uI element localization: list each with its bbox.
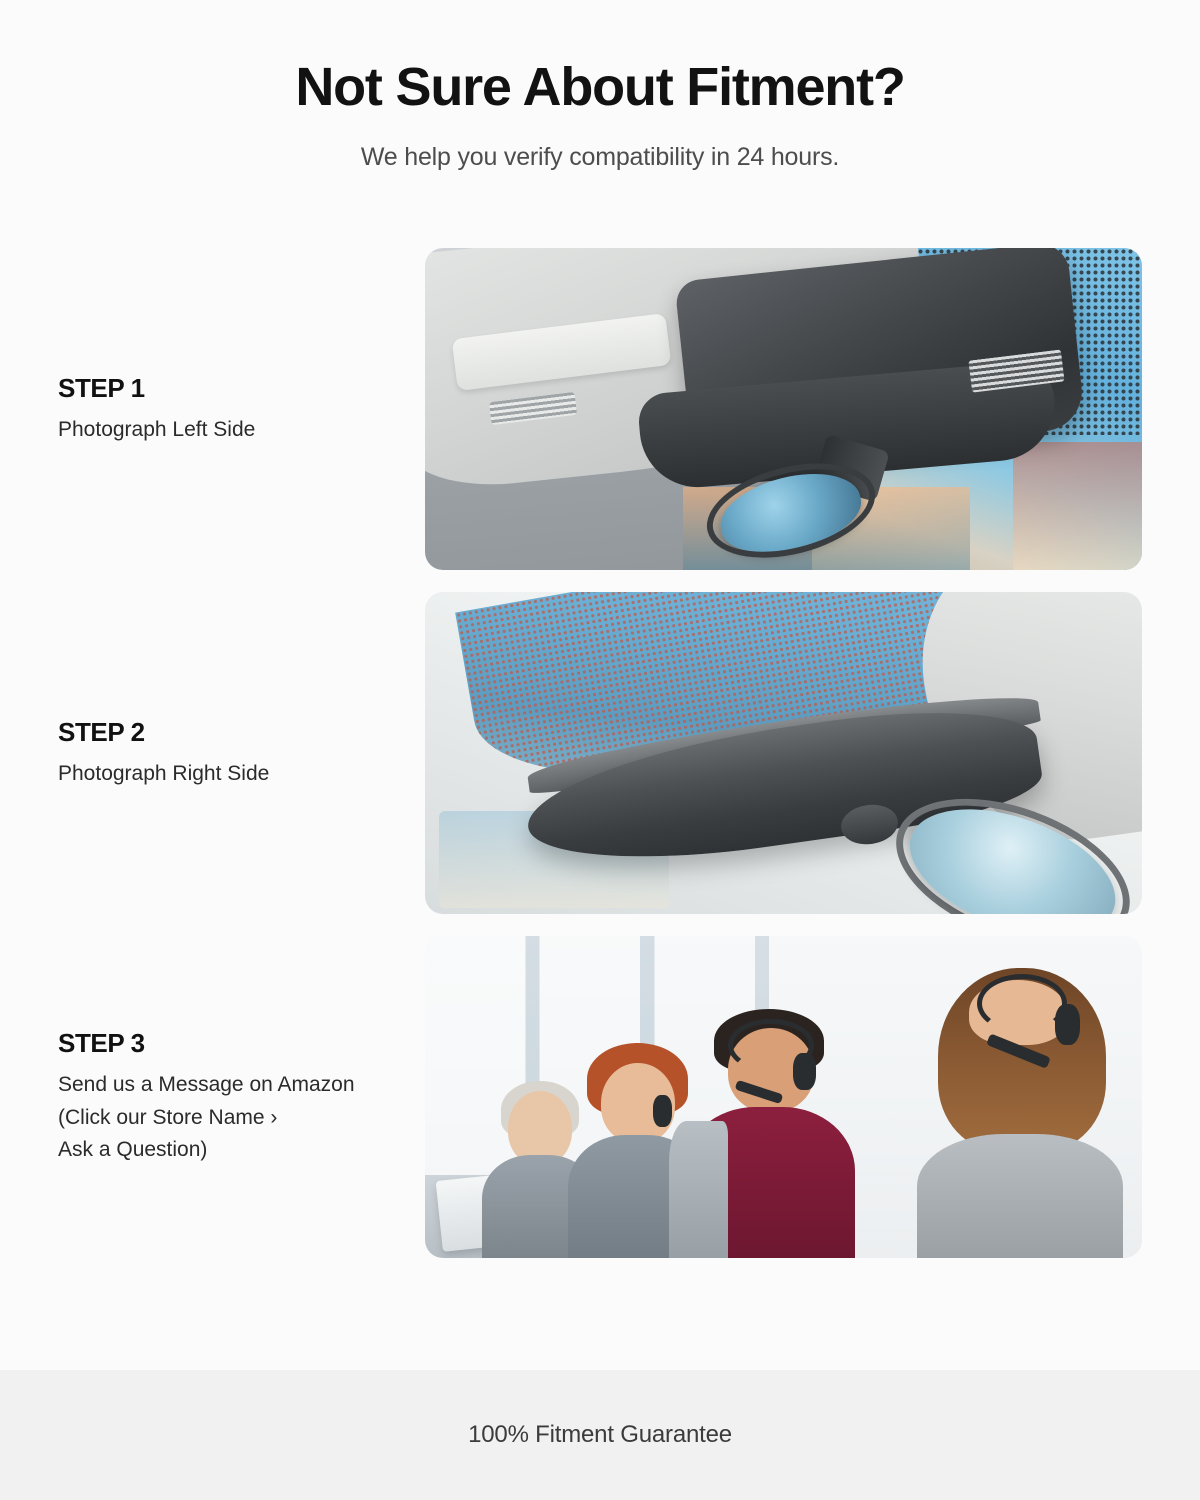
step-3-description <box>58 1069 405 1167</box>
step-3-line-3: Ask a Question) <box>58 1138 208 1162</box>
headset-icon <box>653 1095 672 1127</box>
jacket <box>669 1121 728 1258</box>
page-subtitle: We help you verify compatibility in 24 hours. <box>360 143 840 172</box>
step-2-description: Photograph Right Side <box>58 761 270 785</box>
background-scene-right <box>1013 442 1142 571</box>
step-2-label: STEP 2 <box>58 716 145 747</box>
step-1-image <box>425 248 1142 570</box>
step-1-text <box>0 373 425 447</box>
page-header <box>0 0 1200 172</box>
step-item <box>0 932 1142 1262</box>
step-item <box>0 588 1142 918</box>
step-2-image <box>425 592 1142 914</box>
headset-earcup-icon <box>1055 1004 1081 1045</box>
steps-list <box>0 244 1200 1262</box>
step-1-description: Photograph Left Side <box>58 417 256 441</box>
step-2-text <box>0 717 425 791</box>
step-3-line-1: Send us a Message on Amazon <box>58 1073 355 1097</box>
step-item <box>0 244 1142 574</box>
step-3-image <box>425 936 1142 1258</box>
fitment-guarantee-text: 100% Fitment Guarantee <box>468 1421 732 1448</box>
step-3-text <box>0 1028 425 1167</box>
agent-person-3 <box>683 1014 855 1259</box>
agent-person-4 <box>913 962 1128 1258</box>
step-3-label: STEP 3 <box>58 1028 145 1059</box>
headset-earcup-icon <box>793 1053 815 1090</box>
page-title: Not Sure About Fitment? <box>295 57 905 117</box>
step-3-line-2: (Click our Store Name › <box>58 1105 278 1129</box>
head <box>508 1091 572 1165</box>
footer-bar <box>0 1370 1200 1500</box>
torso <box>917 1134 1123 1258</box>
step-1-label: STEP 1 <box>58 372 145 403</box>
